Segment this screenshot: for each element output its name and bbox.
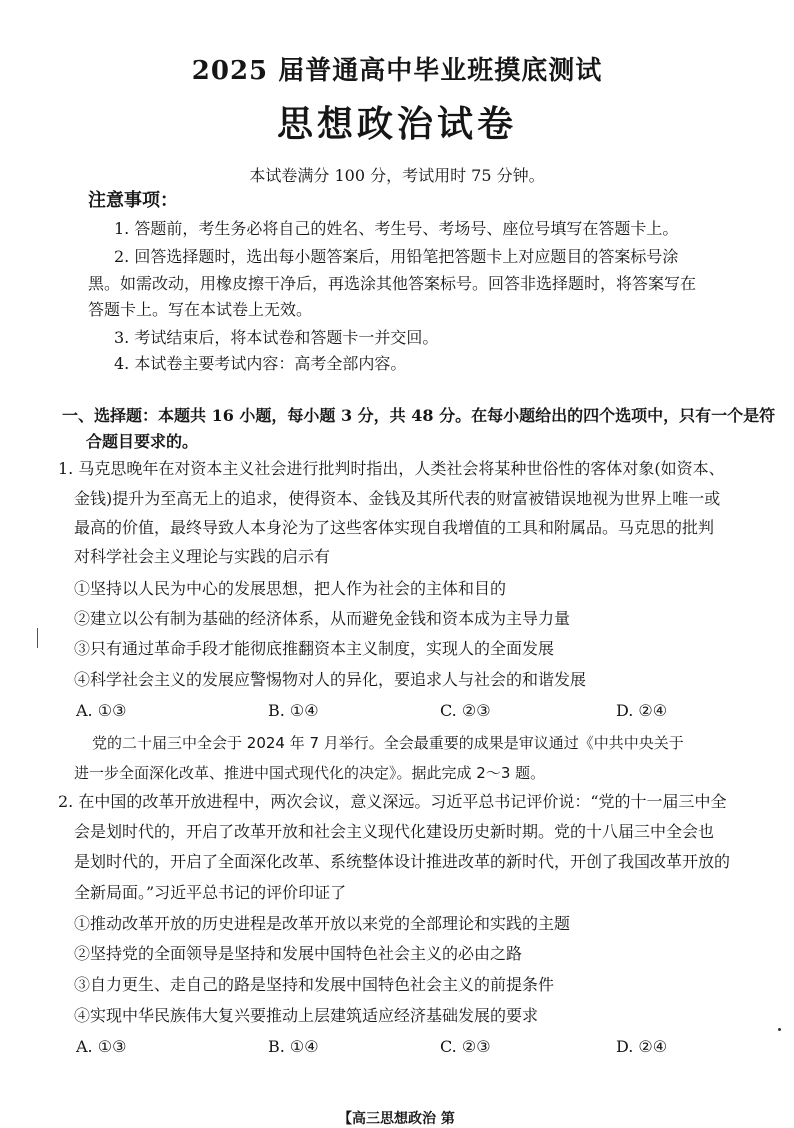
q2-stem-line: 是划时代的，开启了全面深化改革、系统整体设计推进改革的新时代，开创了我国改革开放的 — [74, 852, 731, 871]
q2-item: ①推动改革开放的历史进程是改革开放以来党的全部理论和实践的主题 — [74, 914, 571, 933]
q2-stem-line: 2. 在中国的改革开放进程中，两次会议，意义深远。习近平总书记评价说：“党的十一届三中全 — [58, 792, 727, 811]
q1-stem-line: 最高的价值，最终导致人本身沦为了这些客体实现自我增值的工具和附属品。马克思的批判 — [74, 518, 715, 537]
q1-option-a: A. ①③ — [76, 701, 127, 720]
notice-line: 1. 答题前，考生务必将自己的姓名、考生号、考场号、座位号填写在答题卡上。 — [114, 219, 679, 238]
notice-heading: 注意事项： — [88, 190, 178, 211]
exam-title-line1: 2025 届普通高中毕业班摸底测试 — [191, 56, 603, 86]
notice-line: 4. 本试卷主要考试内容：高考全部内容。 — [114, 354, 407, 373]
q1-stem-line: 对科学社会主义理论与实践的启示有 — [74, 547, 331, 566]
q1-item: ④科学社会主义的发展应警惕物对人的异化，要追求人与社会的和谐发展 — [74, 670, 587, 689]
material-line: 党的二十届三中全会于 2024 年 7 月举行。全会最重要的成果是审议通过《中共中央关于 — [92, 734, 684, 752]
q1-option-d: D. ②④ — [616, 701, 668, 720]
q2-item: ③自力更生、走自己的路是坚持和发展中国特色社会主义的前提条件 — [74, 975, 555, 994]
exam-title-subject: 思想政治试卷 — [276, 103, 517, 145]
q2-option-b: B. ①④ — [268, 1037, 319, 1056]
q1-item: ②建立以公有制为基础的经济体系，从而避免金钱和资本成为主导力量 — [74, 609, 571, 628]
q2-item: ②坚持党的全面领导是坚持和发展中国特色社会主义的必由之路 — [74, 944, 523, 963]
page-footer: 【高三思想政治 第 — [338, 1111, 455, 1127]
q1-option-b: B. ①④ — [268, 701, 319, 720]
section-heading: 一、选择题：本题共 16 小题，每小题 3 分，共 48 分。在每小题给出的四个选项中，只有一个是符 — [62, 406, 776, 425]
material-line: 进一步全面深化改革、推进中国式现代化的决定》。据此完成 2～3 题。 — [74, 764, 546, 782]
q1-item: ③只有通过革命手段才能彻底推翻资本主义制度，实现人的全面发展 — [74, 639, 555, 658]
q1-option-c: C. ②③ — [440, 701, 491, 720]
q2-item: ④实现中华民族伟大复兴要推动上层建筑适应经济基础发展的要求 — [74, 1006, 539, 1025]
q2-option-a: A. ①③ — [76, 1037, 127, 1056]
q2-option-d: D. ②④ — [616, 1037, 668, 1056]
scan-dot — [778, 1028, 781, 1031]
q1-item: ①坚持以人民为中心的发展思想，把人作为社会的主体和目的 — [74, 579, 507, 598]
q1-stem-line: 金钱)提升为至高无上的追求，使得资本、金钱及其所代表的财富被错误地视为世界上唯一或 — [74, 489, 721, 508]
q2-stem-line: 会是划时代的，开启了改革开放和社会主义现代化建设历史新时期。党的十八届三中全会也 — [74, 822, 715, 841]
scan-mark — [37, 628, 38, 648]
section-heading-cont: 合题目要求的。 — [86, 432, 199, 451]
q1-stem-line: 1. 马克思晚年在对资本主义社会进行批判时指出，人类社会将某种世俗性的客体对象(如资本、 — [58, 459, 725, 478]
notice-line: 2. 回答选择题时，选出每小题答案后，用铅笔把答题卡上对应题目的答案标号涂 — [114, 247, 679, 266]
notice-line: 3. 考试结束后，将本试卷和答题卡一并交回。 — [114, 328, 439, 347]
q2-option-c: C. ②③ — [440, 1037, 491, 1056]
exam-info: 本试卷满分 100 分，考试用时 75 分钟。 — [249, 166, 545, 185]
notice-line: 答题卡上。写在本试卷上无效。 — [88, 300, 313, 319]
q2-stem-line: 全新局面。”习近平总书记的评价印证了 — [74, 883, 347, 902]
notice-line: 黑。如需改动，用橡皮擦干净后，再选涂其他答案标号。回答非选择题时，将答案写在 — [88, 274, 697, 293]
